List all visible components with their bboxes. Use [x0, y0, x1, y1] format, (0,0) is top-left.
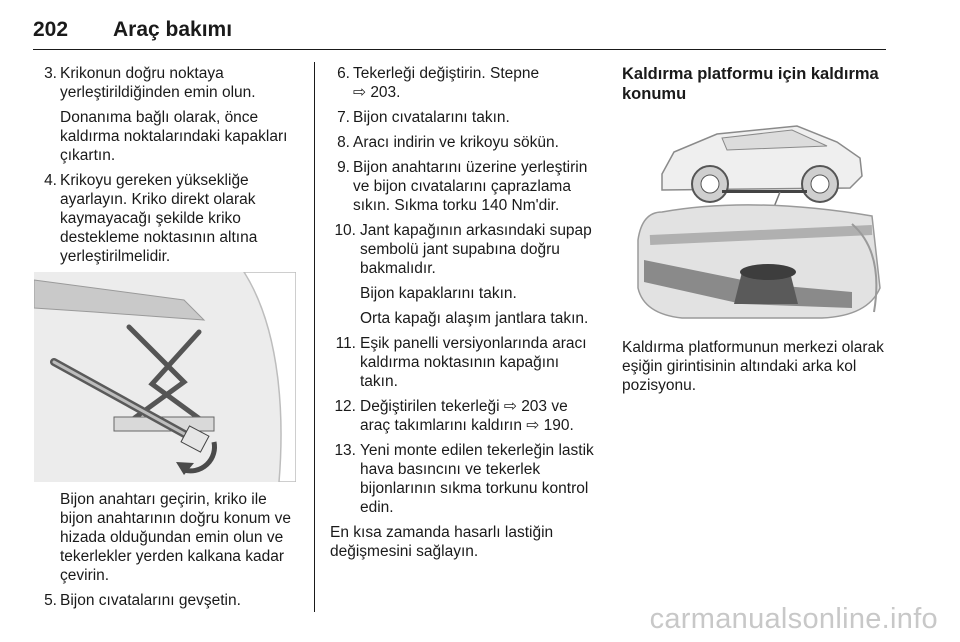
step-text: Bijon cıvatalarını takın. — [353, 109, 510, 126]
page-header — [33, 8, 886, 52]
page-reference[interactable]: 190. — [543, 417, 574, 434]
step-3 — [37, 64, 303, 102]
step-number: 5. — [44, 592, 57, 609]
step-text: Tekerleği değiştirin. Stepne — [353, 65, 540, 82]
page-number: 202 — [33, 18, 69, 41]
page-reference[interactable]: 203. — [370, 84, 401, 101]
lift-point-illustration — [622, 112, 888, 324]
page-title: Araç bakımı — [113, 18, 233, 41]
step-number: 9. — [337, 159, 350, 176]
step-9 — [330, 158, 596, 215]
closing-note: En kısa zamanda hasarlı lastiğin değişmesini sağlayın. — [330, 524, 554, 560]
step-text: Aracı indirin ve krikoyu sökün. — [353, 134, 559, 151]
step-text: Eşik panelli versiyonlarında aracı kaldırma noktasının kapağını takın. — [360, 335, 587, 390]
step-number: 8. — [337, 134, 350, 151]
page-reference[interactable]: 203 ve — [521, 398, 568, 415]
step-text: Jant kapağının arkasındaki supap sembolü jant supabına doğru bakmalıdır. — [360, 222, 592, 277]
step-text: Krikonun doğru noktaya yerleştirildiğinden emin olun. — [60, 65, 256, 101]
step-number: 7. — [337, 109, 350, 126]
step-5 — [37, 591, 303, 610]
figure-caption: Kaldırma platformunun merkezi olarak eşiğin girintisinin altındaki arka kol pozisyonu. — [622, 339, 884, 394]
step-7 — [330, 108, 596, 127]
step-11 — [330, 334, 596, 391]
column-3 — [622, 64, 888, 401]
column-2 — [330, 64, 596, 567]
step-13 — [330, 441, 596, 517]
watermark: carmanualsonline.info — [649, 603, 938, 635]
step-8 — [330, 133, 596, 152]
step-text: Bijon anahtarını üzerine yerleştirin ve bijon cıvatalarını çaprazlama sıkın. Sıkma torku 140 Nm'dir. — [353, 159, 588, 214]
step-6 — [330, 64, 596, 102]
step-10 — [330, 221, 596, 278]
step-12 — [330, 397, 596, 435]
step-10-note-2: Orta kapağı alaşım jantlara takın. — [360, 310, 589, 327]
step-text: Değiştirilen tekerleği — [360, 398, 500, 415]
cross-ref-arrow-icon: ⇨ — [503, 398, 517, 415]
step-number: 11. — [335, 335, 356, 352]
step-10-note-1: Bijon kapaklarını takın. — [360, 285, 517, 302]
step-number: 12. — [334, 398, 356, 415]
cross-ref-arrow-icon: ⇨ — [353, 84, 366, 101]
jack-illustration — [34, 272, 296, 482]
step-number: 4. — [44, 172, 57, 189]
step-text: Yeni monte edilen tekerleğin lastik hava basıncını ve tekerlek bijonlarının sıkma torkunu kontrol edin. — [360, 442, 594, 516]
step-text: araç takımlarını kaldırın — [360, 417, 522, 434]
column-1 — [37, 64, 303, 616]
step-4 — [37, 171, 303, 266]
step-number: 3. — [44, 65, 57, 82]
column-divider — [314, 62, 315, 612]
section-heading: Kaldırma platformu için kaldırma konumu — [622, 65, 879, 103]
step-3-note: Donanıma bağlı olarak, önce kaldırma noktalarındaki kapakları çıkartın. — [60, 109, 288, 164]
cross-ref-arrow-icon: ⇨ — [526, 417, 540, 434]
header-rule — [33, 49, 886, 50]
step-number: 10. — [334, 222, 356, 239]
step-text: Bijon cıvatalarını gevşetin. — [60, 592, 241, 609]
step-text: Krikoyu gereken yüksekliğe ayarlayın. Kriko direkt olarak kaymayacağı şekilde kriko destekleme noktasının altına yerleştirilmelidir. — [60, 172, 258, 265]
step-number: 6. — [337, 65, 350, 82]
step-number: 13. — [334, 442, 356, 459]
step-4-note: Bijon anahtarı geçirin, kriko ile bijon anahtarının doğru konum ve hizada olduğundan emin olun ve tekerlekler yerden kalkana kadar çevirin. — [60, 491, 291, 584]
